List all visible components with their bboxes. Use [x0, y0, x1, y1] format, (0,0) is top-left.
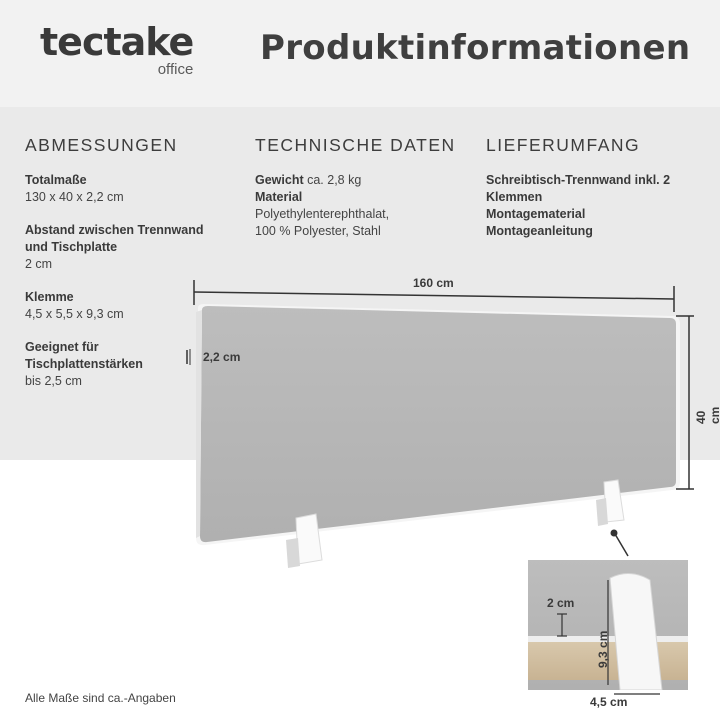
weight-label: Gewicht — [255, 173, 304, 187]
material-line2: 100 % Polyester, Stahl — [255, 224, 381, 238]
detail-height-label: 9,3 cm — [596, 630, 610, 668]
weight-value: ca. 2,8 kg — [307, 173, 362, 187]
brand-name: tectake — [40, 20, 194, 64]
thickness-label: 2,2 cm — [203, 350, 241, 364]
delivery-item: Montageanleitung — [486, 224, 593, 238]
spec-label-line1: Geeignet für — [25, 340, 99, 354]
technical-heading: TECHNISCHE DATEN — [255, 135, 456, 155]
spec-label-line1: Abstand zwischen Trennwand — [25, 223, 204, 237]
spec-value: bis 2,5 cm — [25, 374, 82, 388]
page-title: Produktinformationen — [260, 28, 691, 68]
spec-label: Totalmaße — [25, 173, 87, 187]
footnote: Alle Maße sind ca.-Angaben — [25, 691, 176, 705]
thickness-marker — [187, 349, 190, 365]
detail-pointer — [611, 530, 629, 557]
delivery-heading: LIEFERUMFANG — [486, 135, 641, 155]
spec-value: 130 x 40 x 2,2 cm — [25, 190, 124, 204]
spec-value: 4,5 x 5,5 x 9,3 cm — [25, 307, 124, 321]
delivery-item: Schreibtisch-Trennwand inkl. 2 — [486, 173, 671, 187]
detail-width-label: 4,5 cm — [590, 695, 628, 709]
spec-label-line2: Tischplattenstärken — [25, 357, 143, 371]
spec-label-line2: und Tischplatte — [25, 240, 118, 254]
height-label: 40 cm — [694, 406, 722, 424]
delivery-item: Klemmen — [486, 190, 543, 204]
width-label: 160 cm — [413, 276, 454, 290]
spec-label: Klemme — [25, 290, 74, 304]
brand-sub: office — [157, 61, 194, 78]
material-line1: Polyethylenterephthalat, — [255, 207, 390, 221]
dimensions-heading: ABMESSUNGEN — [25, 135, 178, 155]
delivery-item: Montagematerial — [486, 207, 586, 221]
spec-value: 2 cm — [25, 257, 53, 271]
clamp-detail-image — [528, 560, 688, 698]
material-label: Material — [255, 190, 303, 204]
detail-gap-label: 2 cm — [547, 596, 575, 610]
